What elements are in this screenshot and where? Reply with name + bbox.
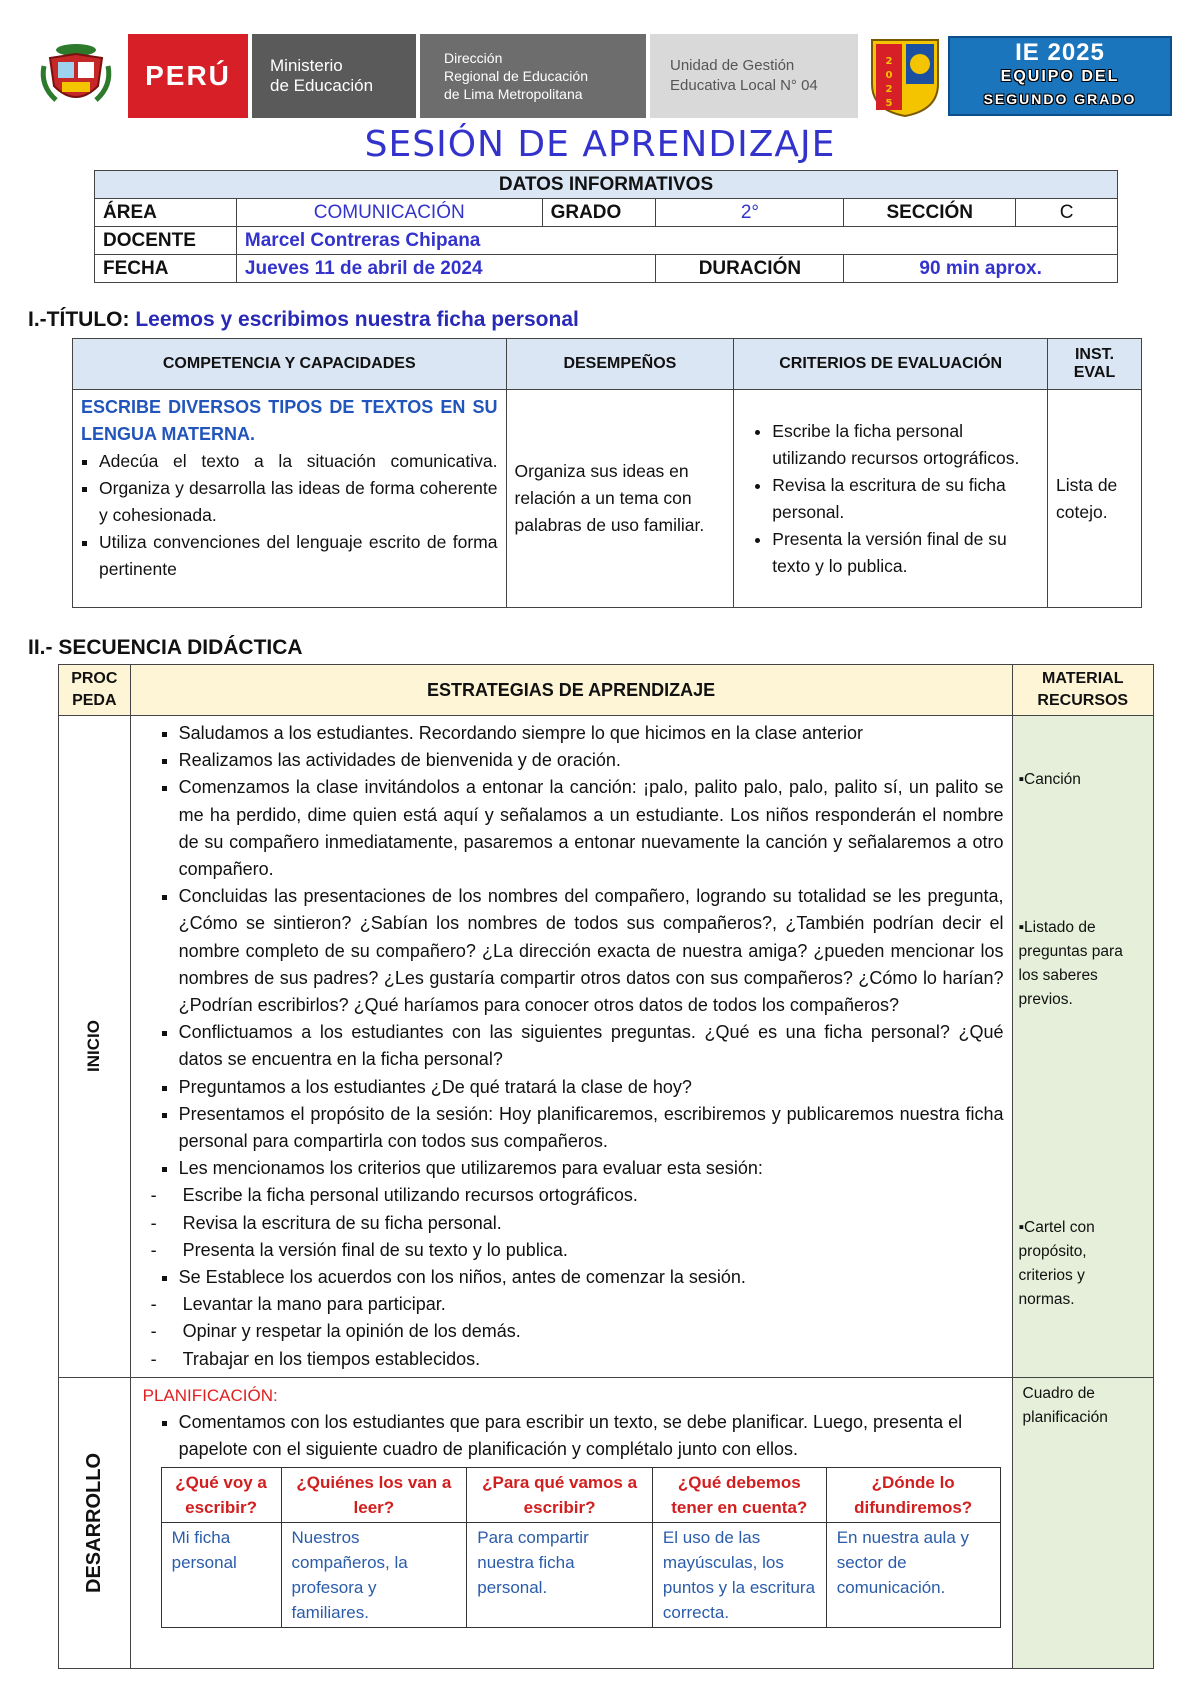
list-item: ▪ Concluidas las presentaciones de los nombres del compañero, logrando su totalidad se les pregunta, ¿Cómo se sintieron? ¿Sabían los nombres de todos sus compañeros?, ¿También podrían decir el nombre completo de su compañero? ¿La dirección exacta de nuestra amiga? ¿pueden mencionar los nombres de sus padres? ¿Les gustaría compartir otros datos con sus compañeros? ¿Cómo lo harían? ¿Podrían escribirlos? ¿Qué haríamos para conocer otros datos de todos los compañeros? bbox=[179, 883, 1004, 1019]
svg-text:5: 5 bbox=[885, 98, 893, 109]
equipo-badge bbox=[948, 36, 1172, 116]
instrumento-header: INST. EVAL bbox=[1048, 339, 1142, 390]
ugel-brand bbox=[650, 34, 858, 118]
competencias-header: COMPETENCIA Y CAPACIDADES bbox=[73, 339, 507, 390]
plan-answer: Mi ficha personal bbox=[161, 1523, 281, 1628]
estrategias-header: ESTRATEGIAS DE APRENDIZAJE bbox=[130, 665, 1012, 716]
inicio-strategies bbox=[130, 716, 1012, 1378]
peru-brand: PERÚ bbox=[128, 34, 248, 118]
plan-question: ¿Quiénes los van a leer? bbox=[281, 1468, 467, 1523]
direccion-brand bbox=[420, 34, 646, 118]
list-item: - Presenta la versión final de su texto y lo publica. bbox=[183, 1237, 1004, 1264]
page-title: SESIÓN DE APRENDIZAJE bbox=[364, 124, 836, 165]
list-item: ▪ Conflictuamos a los estudiantes con las siguientes preguntas. ¿Qué es una ficha personal? ¿Qué datos se encuentra en la ficha personal? bbox=[179, 1019, 1004, 1073]
equipo-line-1: IE 2025 bbox=[1015, 39, 1105, 66]
criterios-list bbox=[742, 418, 1039, 580]
titulo-value: Leemos y escribimos nuestra ficha personal bbox=[135, 308, 579, 331]
inicio-list bbox=[139, 720, 1004, 1182]
list-item: ▪ Preguntamos a los estudiantes ¿De qué tratará la clase de hoy? bbox=[179, 1074, 1004, 1101]
plan-answer: En nuestra aula y sector de comunicación. bbox=[826, 1523, 1000, 1628]
svg-text:2: 2 bbox=[885, 56, 893, 67]
material-text: Canción bbox=[1024, 771, 1081, 788]
equipo-line-3: SEGUNDO GRADO bbox=[983, 91, 1137, 107]
list-item: • Escribe la ficha personal utilizando recursos ortográficos. bbox=[772, 418, 1039, 472]
fecha-value: Jueves 11 de abril de 2024 bbox=[236, 255, 656, 283]
desarrollo-cell bbox=[59, 1377, 131, 1669]
competencias-table bbox=[72, 338, 1142, 608]
ugel-line-1: Unidad de Gestión bbox=[670, 57, 795, 74]
docente-value: Marcel Contreras Chipana bbox=[236, 227, 1117, 255]
material-text: Cartel con propósito, criterios y normas. bbox=[1018, 1219, 1095, 1308]
direccion-line-1: Dirección bbox=[444, 50, 503, 66]
inicio-materials bbox=[1012, 716, 1153, 1378]
plan-question: ¿Dónde lo difundiremos? bbox=[826, 1468, 1000, 1523]
desarrollo-list bbox=[139, 1409, 1004, 1463]
national-shield-logo bbox=[32, 34, 120, 118]
inicio-label: INICIO bbox=[84, 1020, 104, 1073]
header-banner bbox=[32, 34, 1172, 118]
direccion-line-2: Regional de Educación bbox=[444, 68, 588, 84]
ugel-line-2: Educativa Local N° 04 bbox=[670, 77, 818, 94]
plan-answer: Para compartir nuestra ficha personal. bbox=[467, 1523, 653, 1628]
area-value: COMUNICACIÓN bbox=[236, 199, 542, 227]
docente-label: DOCENTE bbox=[95, 227, 237, 255]
list-item: ▪ Comenzamos la clase invitándolos a entonar la canción: ¡palo, palito palo, palo, palito sí, un palito se me ha perdido, dime quien está aquí y señalamos a un estudiante. Los niños responderán el nombre de su compañero inmediatamente, pasaremos a entonar nuevamente la canción y señalaremos a otro compañero. bbox=[179, 774, 1004, 883]
seccion-label: SECCIÓN bbox=[844, 199, 1016, 227]
svg-text:2: 2 bbox=[885, 84, 893, 95]
inicio-cell bbox=[59, 716, 131, 1378]
material-text: Cuadro de planificación bbox=[1022, 1384, 1108, 1426]
duracion-label: DURACIÓN bbox=[656, 255, 844, 283]
list-item: - Opinar y respetar la opinión de los demás. bbox=[183, 1318, 1004, 1345]
grado-value: 2° bbox=[656, 199, 844, 227]
seccion-value: C bbox=[1016, 199, 1118, 227]
secuencia-table bbox=[58, 664, 1154, 1669]
ministerio-line-2: de Educación bbox=[270, 76, 374, 95]
duracion-value: 90 min aprox. bbox=[844, 255, 1118, 283]
ministerio-brand bbox=[252, 34, 416, 118]
list-item: • Presenta la versión final de su texto y lo publica. bbox=[772, 526, 1039, 580]
datos-heading: DATOS INFORMATIVOS bbox=[95, 171, 1118, 199]
ministerio-line-1: Ministerio bbox=[270, 56, 343, 75]
proc-header: PROC PEDA bbox=[59, 665, 131, 716]
list-item: • Revisa la escritura de su ficha personal. bbox=[772, 472, 1039, 526]
desarrollo-label: DESARROLLO bbox=[82, 1453, 105, 1594]
list-item: ▪ Presentamos el propósito de la sesión: Hoy planificaremos, escribiremos y publicaremos nuestra ficha personal para compartirla con todos sus compañeros. bbox=[179, 1101, 1004, 1155]
plan-question: ¿Qué voy a escribir? bbox=[161, 1468, 281, 1523]
plan-question: ¿Para qué vamos a escribir? bbox=[467, 1468, 653, 1523]
equipo-line-2: EQUIPO DEL bbox=[1000, 68, 1120, 85]
capacidades-list bbox=[81, 448, 498, 583]
plan-answer: El uso de las mayúsculas, los puntos y la escritura correcta. bbox=[652, 1523, 826, 1628]
list-item: ▪ Saludamos a los estudiantes. Recordando siempre lo que hicimos en la clase anterior bbox=[179, 720, 1004, 747]
criterios-sub-list bbox=[139, 1182, 1004, 1264]
material-item: ▪Canción bbox=[1018, 771, 1081, 788]
list-item: - Revisa la escritura de su ficha personal. bbox=[183, 1210, 1004, 1237]
grado-label: GRADO bbox=[542, 199, 656, 227]
planificacion-table bbox=[161, 1467, 1001, 1628]
material-header: MATERIAL RECURSOS bbox=[1012, 665, 1153, 716]
plan-answer: Nuestros compañeros, la profesora y familiares. bbox=[281, 1523, 467, 1628]
list-item: ▪ Se Establece los acuerdos con los niños, antes de comenzar la sesión. bbox=[179, 1264, 1004, 1291]
acuerdos-list bbox=[139, 1264, 1004, 1291]
svg-text:0: 0 bbox=[885, 70, 893, 81]
desarrollo-strategies bbox=[130, 1377, 1012, 1669]
list-item: - Trabajar en los tiempos establecidos. bbox=[183, 1346, 1004, 1373]
direccion-line-3: de Lima Metropolitana bbox=[444, 86, 583, 102]
list-item: ▪ Comentamos con los estudiantes que para escribir un texto, se debe planificar. Luego, presenta el papelote con el siguiente cuadro de planificación y complétalo junto con ellos. bbox=[179, 1409, 1004, 1463]
list-item: ▪ Les mencionamos los criterios que utilizaremos para evaluar esta sesión: bbox=[179, 1155, 1004, 1182]
school-crest-logo bbox=[868, 34, 942, 118]
titulo-line bbox=[28, 308, 579, 332]
competencia-title: ESCRIBE DIVERSOS TIPOS DE TEXTOS EN SU LENGUA MATERNA. bbox=[81, 397, 498, 444]
material-item: ▪Listado de preguntas para los saberes previos. bbox=[1018, 919, 1123, 1008]
plan-question: ¿Qué debemos tener en cuenta? bbox=[652, 1468, 826, 1523]
list-item: ▪ Organiza y desarrolla las ideas de forma coherente y cohesionada. bbox=[99, 475, 498, 529]
list-item: - Levantar la mano para participar. bbox=[183, 1291, 1004, 1318]
list-item: - Escribe la ficha personal utilizando recursos ortográficos. bbox=[183, 1182, 1004, 1209]
list-item: ▪ Utiliza convenciones del lenguaje escrito de forma pertinente bbox=[99, 529, 498, 583]
criterios-header: CRITERIOS DE EVALUACIÓN bbox=[734, 339, 1048, 390]
desarrollo-materials bbox=[1012, 1377, 1153, 1669]
list-item: ▪ Realizamos las actividades de bienvenida y de oración. bbox=[179, 747, 1004, 774]
secuencia-title: II.- SECUENCIA DIDÁCTICA bbox=[28, 636, 303, 659]
desempenos-header: DESEMPEÑOS bbox=[506, 339, 734, 390]
datos-informativos-table bbox=[94, 170, 1118, 283]
planificacion-label: PLANIFICACIÓN: bbox=[142, 1385, 278, 1405]
desempeno-text: Organiza sus ideas en relación a un tema con palabras de uso familiar. bbox=[506, 390, 734, 608]
material-item: ▪Cartel con propósito, criterios y normas. bbox=[1018, 1219, 1095, 1308]
material-text: Listado de preguntas para los saberes previos. bbox=[1018, 919, 1123, 1008]
acuerdos-sub-list bbox=[139, 1291, 1004, 1373]
instrumento-text: Lista de cotejo. bbox=[1048, 390, 1142, 608]
area-label: ÁREA bbox=[95, 199, 237, 227]
fecha-label: FECHA bbox=[95, 255, 237, 283]
titulo-label: I.-TÍTULO: bbox=[28, 308, 130, 331]
list-item: ▪ Adecúa el texto a la situación comunicativa. bbox=[99, 448, 498, 475]
